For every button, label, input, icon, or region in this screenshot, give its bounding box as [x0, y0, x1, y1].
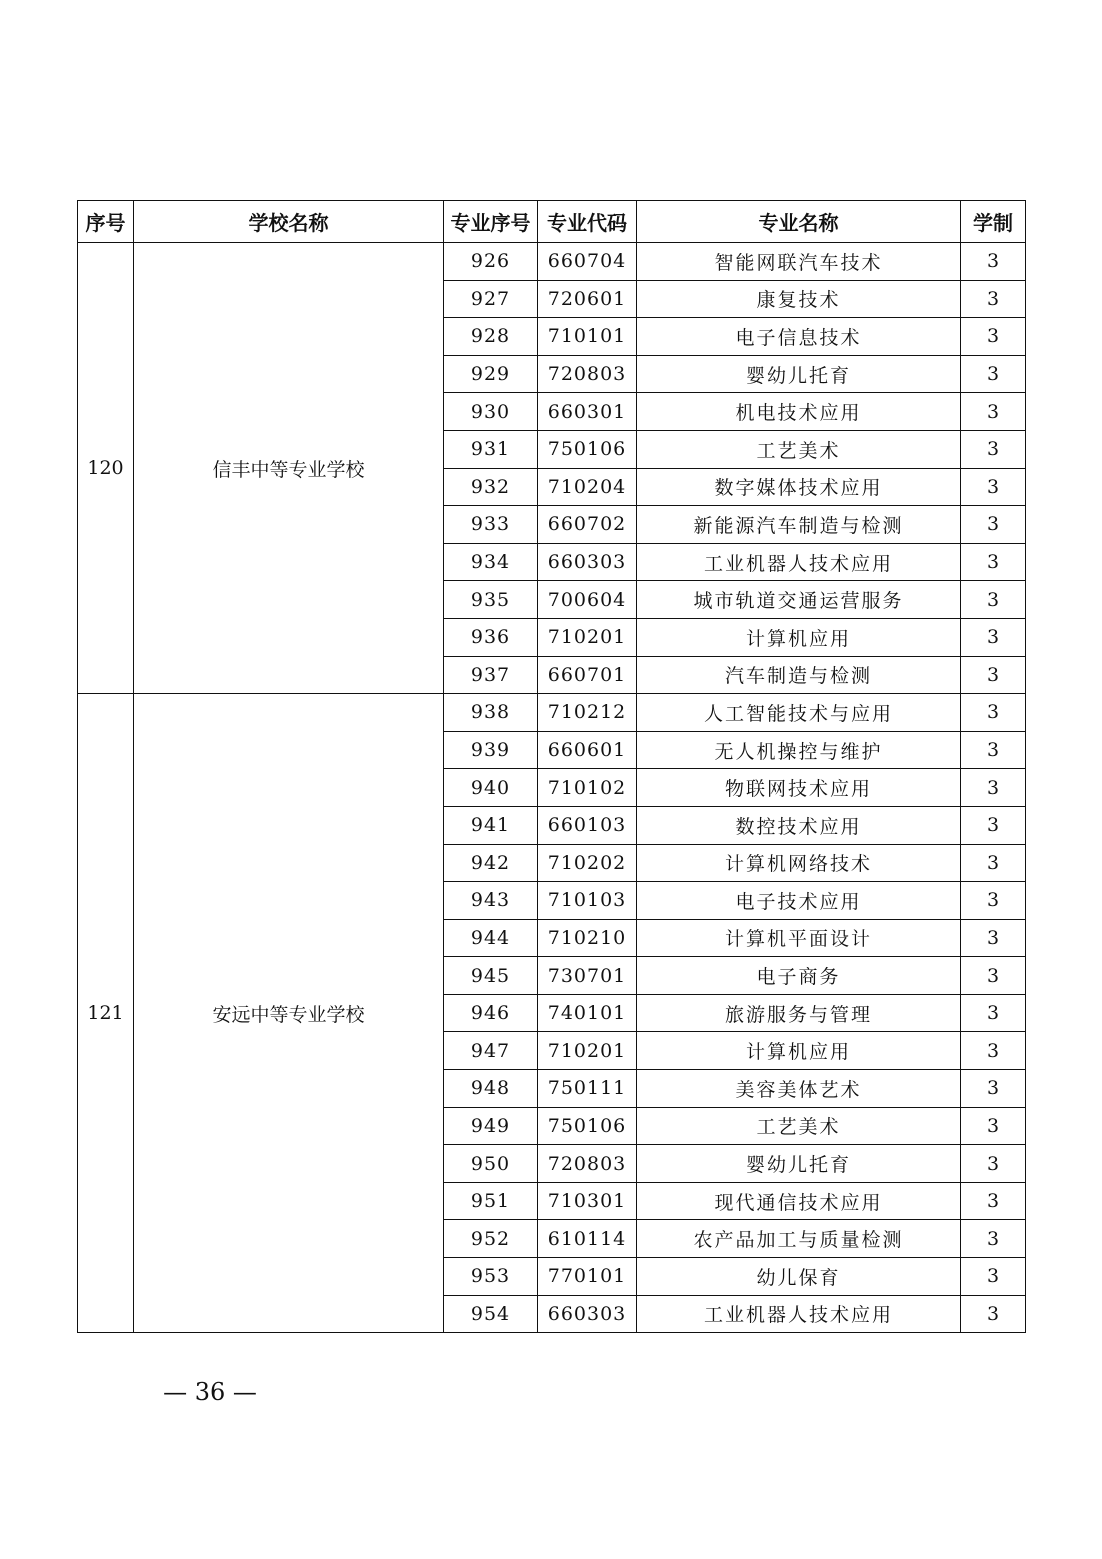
- major-name-cell: 城市轨道交通运营服务: [637, 581, 961, 619]
- major-name-cell: 数控技术应用: [637, 806, 961, 844]
- major-code-cell: 710204: [538, 468, 637, 506]
- major-name-cell: 农产品加工与质量检测: [637, 1220, 961, 1258]
- school-name-cell: 安远中等专业学校: [134, 694, 444, 1333]
- major-code-cell: 660303: [538, 1295, 637, 1333]
- major-seq-cell: 949: [444, 1107, 538, 1145]
- duration-cell: 3: [961, 1295, 1026, 1333]
- duration-cell: 3: [961, 1182, 1026, 1220]
- major-name-cell: 汽车制造与检测: [637, 656, 961, 694]
- major-name-cell: 计算机应用: [637, 1032, 961, 1070]
- major-code-cell: 750106: [538, 430, 637, 468]
- duration-cell: 3: [961, 957, 1026, 995]
- major-seq-cell: 947: [444, 1032, 538, 1070]
- duration-cell: 3: [961, 656, 1026, 694]
- major-seq-cell: 945: [444, 957, 538, 995]
- major-name-cell: 计算机网络技术: [637, 844, 961, 882]
- duration-cell: 3: [961, 468, 1026, 506]
- major-seq-cell: 942: [444, 844, 538, 882]
- duration-cell: 3: [961, 1220, 1026, 1258]
- duration-cell: 3: [961, 844, 1026, 882]
- major-seq-cell: 931: [444, 430, 538, 468]
- major-name-cell: 幼儿保育: [637, 1258, 961, 1296]
- major-seq-cell: 940: [444, 769, 538, 807]
- major-seq-cell: 934: [444, 543, 538, 581]
- major-seq-cell: 951: [444, 1182, 538, 1220]
- major-seq-cell: 943: [444, 882, 538, 920]
- major-seq-cell: 930: [444, 393, 538, 431]
- duration-cell: 3: [961, 393, 1026, 431]
- major-name-cell: 数字媒体技术应用: [637, 468, 961, 506]
- major-code-cell: 710201: [538, 618, 637, 656]
- major-name-cell: 电子商务: [637, 957, 961, 995]
- major-code-cell: 660704: [538, 243, 637, 281]
- major-code-cell: 730701: [538, 957, 637, 995]
- major-code-cell: 660301: [538, 393, 637, 431]
- duration-cell: 3: [961, 919, 1026, 957]
- major-code-cell: 770101: [538, 1258, 637, 1296]
- major-name-cell: 工业机器人技术应用: [637, 1295, 961, 1333]
- duration-cell: 3: [961, 694, 1026, 732]
- major-code-cell: 660103: [538, 806, 637, 844]
- major-seq-cell: 941: [444, 806, 538, 844]
- header-major-code: 专业代码: [538, 201, 637, 243]
- major-code-cell: 710202: [538, 844, 637, 882]
- school-name-cell: 信丰中等专业学校: [134, 243, 444, 694]
- major-seq-cell: 946: [444, 994, 538, 1032]
- major-name-cell: 现代通信技术应用: [637, 1182, 961, 1220]
- major-seq-cell: 935: [444, 581, 538, 619]
- school-index-cell: 121: [78, 694, 134, 1333]
- duration-cell: 3: [961, 430, 1026, 468]
- major-seq-cell: 929: [444, 355, 538, 393]
- major-name-cell: 计算机应用: [637, 618, 961, 656]
- major-code-cell: 610114: [538, 1220, 637, 1258]
- major-code-cell: 710201: [538, 1032, 637, 1070]
- page-number: — 36 —: [163, 1378, 257, 1406]
- major-name-cell: 旅游服务与管理: [637, 994, 961, 1032]
- major-name-cell: 电子技术应用: [637, 882, 961, 920]
- major-seq-cell: 938: [444, 694, 538, 732]
- header-school-name: 学校名称: [134, 201, 444, 243]
- major-name-cell: 工业机器人技术应用: [637, 543, 961, 581]
- duration-cell: 3: [961, 581, 1026, 619]
- major-code-cell: 740101: [538, 994, 637, 1032]
- major-code-cell: 750106: [538, 1107, 637, 1145]
- major-seq-cell: 928: [444, 318, 538, 356]
- major-seq-cell: 950: [444, 1145, 538, 1183]
- table-header-row: [78, 201, 1026, 243]
- major-code-cell: 720803: [538, 1145, 637, 1183]
- duration-cell: 3: [961, 731, 1026, 769]
- duration-cell: 3: [961, 882, 1026, 920]
- major-code-cell: 660701: [538, 656, 637, 694]
- duration-cell: 3: [961, 806, 1026, 844]
- major-code-cell: 720803: [538, 355, 637, 393]
- major-code-cell: 750111: [538, 1070, 637, 1108]
- major-name-cell: 计算机平面设计: [637, 919, 961, 957]
- duration-cell: 3: [961, 1145, 1026, 1183]
- table-row: [78, 243, 1026, 281]
- major-name-cell: 婴幼儿托育: [637, 355, 961, 393]
- major-code-cell: 710212: [538, 694, 637, 732]
- major-seq-cell: 944: [444, 919, 538, 957]
- major-name-cell: 物联网技术应用: [637, 769, 961, 807]
- major-seq-cell: 954: [444, 1295, 538, 1333]
- major-name-cell: 康复技术: [637, 280, 961, 318]
- major-code-cell: 710210: [538, 919, 637, 957]
- duration-cell: 3: [961, 280, 1026, 318]
- major-name-cell: 无人机操控与维护: [637, 731, 961, 769]
- major-code-cell: 660601: [538, 731, 637, 769]
- duration-cell: 3: [961, 355, 1026, 393]
- major-name-cell: 婴幼儿托育: [637, 1145, 961, 1183]
- school-index-cell: 120: [78, 243, 134, 694]
- header-duration: 学制: [961, 201, 1026, 243]
- major-code-cell: 710301: [538, 1182, 637, 1220]
- duration-cell: 3: [961, 994, 1026, 1032]
- major-code-cell: 720601: [538, 280, 637, 318]
- major-seq-cell: 932: [444, 468, 538, 506]
- major-name-cell: 工艺美术: [637, 430, 961, 468]
- major-seq-cell: 937: [444, 656, 538, 694]
- major-seq-cell: 926: [444, 243, 538, 281]
- major-seq-cell: 948: [444, 1070, 538, 1108]
- duration-cell: 3: [961, 318, 1026, 356]
- major-seq-cell: 933: [444, 506, 538, 544]
- duration-cell: 3: [961, 506, 1026, 544]
- major-name-cell: 智能网联汽车技术: [637, 243, 961, 281]
- major-name-cell: 工艺美术: [637, 1107, 961, 1145]
- duration-cell: 3: [961, 1107, 1026, 1145]
- table-body: [78, 243, 1026, 1333]
- duration-cell: 3: [961, 1258, 1026, 1296]
- duration-cell: 3: [961, 769, 1026, 807]
- major-code-cell: 660303: [538, 543, 637, 581]
- major-seq-cell: 927: [444, 280, 538, 318]
- major-seq-cell: 952: [444, 1220, 538, 1258]
- major-name-cell: 新能源汽车制造与检测: [637, 506, 961, 544]
- major-code-cell: 710101: [538, 318, 637, 356]
- header-major-seq: 专业序号: [444, 201, 538, 243]
- major-name-cell: 机电技术应用: [637, 393, 961, 431]
- major-code-cell: 660702: [538, 506, 637, 544]
- duration-cell: 3: [961, 243, 1026, 281]
- major-name-cell: 人工智能技术与应用: [637, 694, 961, 732]
- header-major-name: 专业名称: [637, 201, 961, 243]
- major-name-cell: 电子信息技术: [637, 318, 961, 356]
- duration-cell: 3: [961, 618, 1026, 656]
- major-name-cell: 美容美体艺术: [637, 1070, 961, 1108]
- major-table: [77, 200, 1026, 1333]
- duration-cell: 3: [961, 1070, 1026, 1108]
- header-index: 序号: [78, 201, 134, 243]
- major-seq-cell: 939: [444, 731, 538, 769]
- major-code-cell: 710103: [538, 882, 637, 920]
- major-code-cell: 700604: [538, 581, 637, 619]
- duration-cell: 3: [961, 1032, 1026, 1070]
- major-seq-cell: 953: [444, 1258, 538, 1296]
- duration-cell: 3: [961, 543, 1026, 581]
- table-row: [78, 694, 1026, 732]
- major-seq-cell: 936: [444, 618, 538, 656]
- major-code-cell: 710102: [538, 769, 637, 807]
